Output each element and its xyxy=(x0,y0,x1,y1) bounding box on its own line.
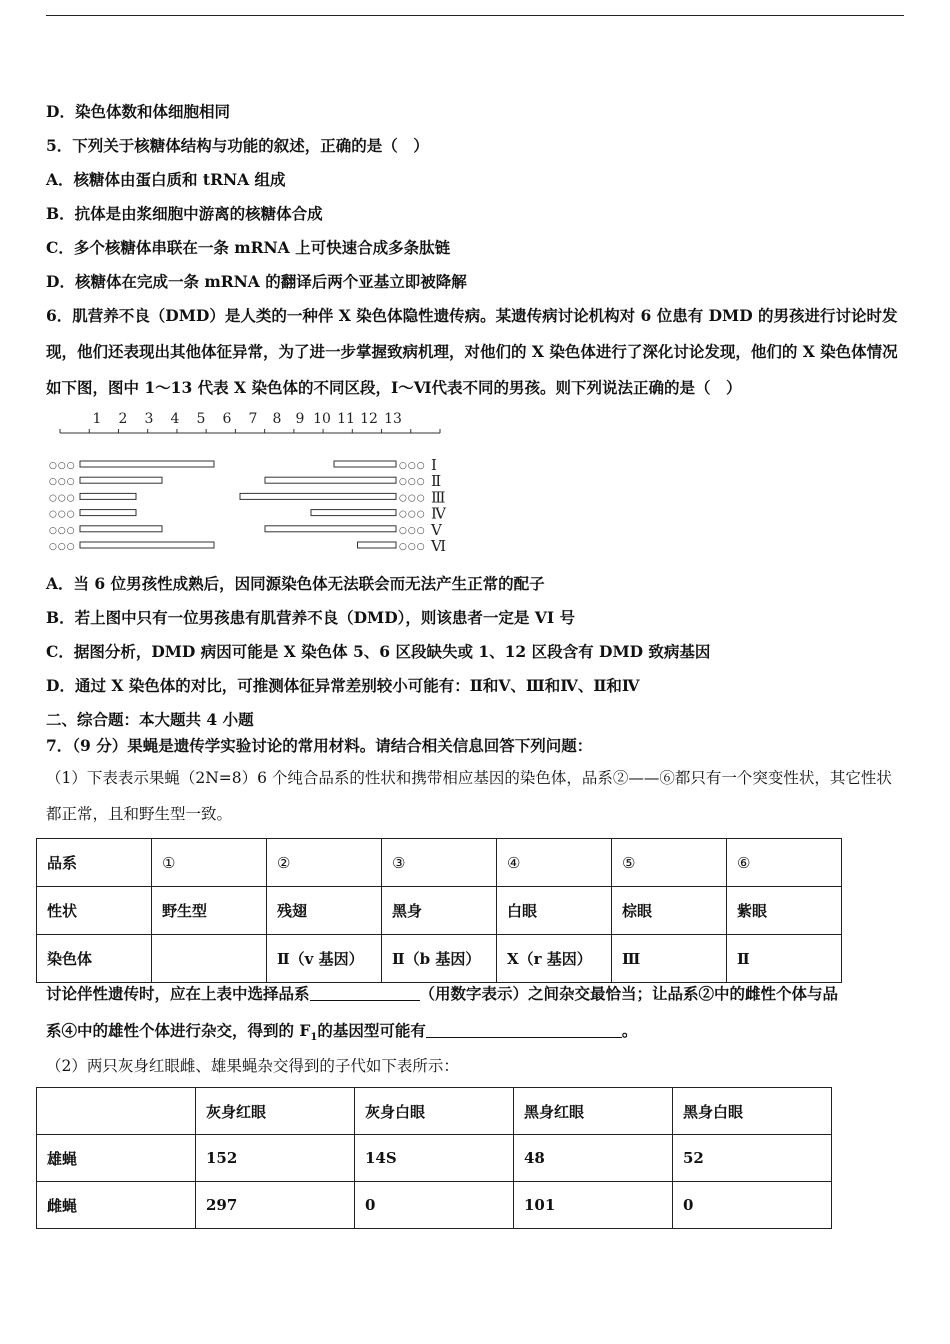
table-cell: 野生型 xyxy=(152,887,267,935)
boy-label: Ⅲ xyxy=(431,488,446,507)
right-dots: ○○○ xyxy=(399,477,426,488)
table-cell: 雄蝇 xyxy=(37,1135,196,1182)
left-segment-bar xyxy=(80,526,162,532)
segment-label: 6 xyxy=(222,411,232,427)
table-cell: 染色体 xyxy=(37,935,152,983)
segment-label: 11 xyxy=(337,411,355,427)
right-dots: ○○○ xyxy=(399,525,426,536)
q6-option-d: D．通过 X 染色体的对比，可推测体征异常差别较小可能有：Ⅱ和Ⅴ、Ⅲ和Ⅳ、Ⅱ和Ⅳ xyxy=(46,676,640,695)
table-cell: 黑身 xyxy=(382,887,497,935)
q7-part2: （2）两只灰身红眼雌、雄果蝇杂交得到的子代如下表所示： xyxy=(46,1057,459,1075)
table-row xyxy=(37,1182,832,1229)
q6-option-c: C．据图分析，DMD 病因可能是 X 染色体 5、6 区段缺失或 1、12 区段含有 DMD 致病基因 xyxy=(46,642,711,661)
q5-option-a: A．核糖体由蛋白质和 tRNA 组成 xyxy=(46,170,286,189)
table-cell: 黑身红眼 xyxy=(514,1088,673,1135)
fill-text: 系④中的雄性个体进行杂交，得到的 F xyxy=(46,1021,311,1040)
right-segment-bar xyxy=(265,477,396,483)
segment-label: 9 xyxy=(295,411,305,427)
table-cell: 0 xyxy=(355,1182,514,1229)
segment-label: 2 xyxy=(118,411,128,427)
segment-label: 4 xyxy=(170,411,180,427)
boy-label: Ⅳ xyxy=(431,504,446,523)
left-segment-bar xyxy=(80,493,136,499)
table-cell: 品系 xyxy=(37,839,152,887)
table-cell: 灰身白眼 xyxy=(355,1088,514,1135)
table-cell: ③ xyxy=(382,839,497,887)
segment-label: 3 xyxy=(144,411,154,427)
q5-option-d: D．核糖体在完成一条 mRNA 的翻译后两个亚基立即被降解 xyxy=(46,272,467,291)
table-row xyxy=(37,887,842,935)
right-segment-bar xyxy=(334,461,396,467)
table-cell: Ⅱ（b 基因） xyxy=(382,935,497,983)
table-cell: 残翅 xyxy=(267,887,382,935)
fill-text: 。 xyxy=(621,1021,638,1040)
q7-part1: （1）下表表示果蝇（2N=8）6 个纯合品系的性状和携带相应基因的染色体，品系②——⑥都只有一个突变性状，其它性状都正常，且和野生型一致。 xyxy=(46,769,892,823)
q6-option-b: B．若上图中只有一位男孩患有肌营养不良（DMD），则该患者一定是 VI 号 xyxy=(46,608,575,627)
q6-stem: 6．肌营养不良（DMD）是人类的一种伴 X 染色体隐性遗传病。某遗传病讨论机构对 6 位患有 DMD 的男孩进行讨论时发现，他们还表现出其他体征异常，为了进一步掌握致病机理，对他们的 X 染色体进行了深化讨论发现，他们的 X 染色体情况如下图，图中 1～13 代表 X 染色体的不同区段，Ⅰ～Ⅵ代表不同的男孩。则下列说法正确的是（ ） xyxy=(46,306,898,397)
table-cell xyxy=(152,935,267,983)
table-cell: ① xyxy=(152,839,267,887)
right-dots: ○○○ xyxy=(399,542,426,552)
segment-label: 10 xyxy=(313,411,331,427)
boy-label: Ⅵ xyxy=(431,537,447,554)
table-cell: ⑥ xyxy=(727,839,842,887)
q7-fill-line2 xyxy=(46,1021,637,1048)
table-cell: 灰身红眼 xyxy=(196,1088,355,1135)
strain-table xyxy=(36,838,842,983)
left-dots: ○○○ xyxy=(49,525,76,536)
table-cell: 雌蝇 xyxy=(37,1182,196,1229)
right-dots: ○○○ xyxy=(399,493,426,504)
table-cell: 性状 xyxy=(37,887,152,935)
table-cell: 黑身白眼 xyxy=(673,1088,832,1135)
q5-option-b: B．抗体是由浆细胞中游离的核糖体合成 xyxy=(46,204,323,223)
fill-text: （用数字表示）之间杂交最恰当；让品系②中的雌性个体与品 xyxy=(419,984,839,1003)
q6-option-a: A．当 6 位男孩性成熟后，因同源染色体无法联会而无法产生正常的配子 xyxy=(46,574,545,593)
boy-label: Ⅰ xyxy=(431,456,437,474)
left-dots: ○○○ xyxy=(49,542,76,552)
table-cell: ④ xyxy=(497,839,612,887)
q5-stem: 5．下列关于核糖体结构与功能的叙述，正确的是（ ） xyxy=(46,136,429,155)
table-cell: Ⅱ（v 基因） xyxy=(267,935,382,983)
table-cell: X（r 基因） xyxy=(497,935,612,983)
table-cell: 棕眼 xyxy=(612,887,727,935)
subscript: 1 xyxy=(310,1032,318,1044)
answer-blank[interactable] xyxy=(310,984,420,1001)
table-cell: Ⅲ xyxy=(612,935,727,983)
table-cell: 白眼 xyxy=(497,887,612,935)
left-segment-bar xyxy=(80,510,136,516)
table-cell: ⑤ xyxy=(612,839,727,887)
table-row xyxy=(37,935,842,983)
table-cell: ② xyxy=(267,839,382,887)
segment-label: 8 xyxy=(272,411,282,427)
segment-label: 13 xyxy=(384,411,402,427)
x-chromosome-figure xyxy=(44,404,454,554)
right-segment-bar xyxy=(240,493,396,499)
table-row xyxy=(37,1088,832,1135)
fill-text: 讨论伴性遗传时，应在上表中选择品系 xyxy=(46,984,310,1003)
q5-option-c: C．多个核糖体串联在一条 mRNA 上可快速合成多条肽链 xyxy=(46,238,451,257)
q4-option-d: D．染色体数和体细胞相同 xyxy=(46,102,230,121)
fill-text: 的基因型可能有 xyxy=(317,1021,426,1040)
q7-stem: 7．（9 分）果蝇是遗传学实验讨论的常用材料。请结合相关信息回答下列问题： xyxy=(46,736,593,755)
table-cell: Ⅱ xyxy=(727,935,842,983)
segment-label: 12 xyxy=(360,411,378,427)
left-segment-bar xyxy=(80,542,214,548)
segment-label: 1 xyxy=(92,411,102,427)
left-segment-bar xyxy=(80,461,214,467)
right-segment-bar xyxy=(311,510,396,516)
boy-label: Ⅱ xyxy=(431,472,442,491)
right-dots: ○○○ xyxy=(399,509,426,520)
right-segment-bar xyxy=(265,526,396,532)
table-row xyxy=(37,839,842,887)
table-cell: 紫眼 xyxy=(727,887,842,935)
q7-fill-line1 xyxy=(46,984,838,1004)
table-cell: 297 xyxy=(196,1182,355,1229)
table-cell: 0 xyxy=(673,1182,832,1229)
offspring-table xyxy=(36,1087,832,1229)
left-dots: ○○○ xyxy=(49,477,76,488)
left-dots: ○○○ xyxy=(49,509,76,520)
left-dots: ○○○ xyxy=(49,461,76,471)
segment-label: 5 xyxy=(196,411,206,427)
header-rule xyxy=(46,15,904,16)
left-dots: ○○○ xyxy=(49,493,76,504)
section-heading: 二、综合题：本大题共 4 小题 xyxy=(46,710,254,729)
table-cell: 52 xyxy=(673,1135,832,1182)
table-cell: 48 xyxy=(514,1135,673,1182)
table-cell: 152 xyxy=(196,1135,355,1182)
table-cell xyxy=(37,1088,196,1135)
boy-label: Ⅴ xyxy=(431,520,442,539)
table-row xyxy=(37,1135,832,1182)
table-cell: 101 xyxy=(514,1182,673,1229)
table-cell: 14S xyxy=(355,1135,514,1182)
right-segment-bar xyxy=(358,542,397,548)
left-segment-bar xyxy=(80,477,162,483)
right-dots: ○○○ xyxy=(399,461,426,471)
segment-label: 7 xyxy=(248,411,258,427)
answer-blank[interactable] xyxy=(426,1021,622,1038)
